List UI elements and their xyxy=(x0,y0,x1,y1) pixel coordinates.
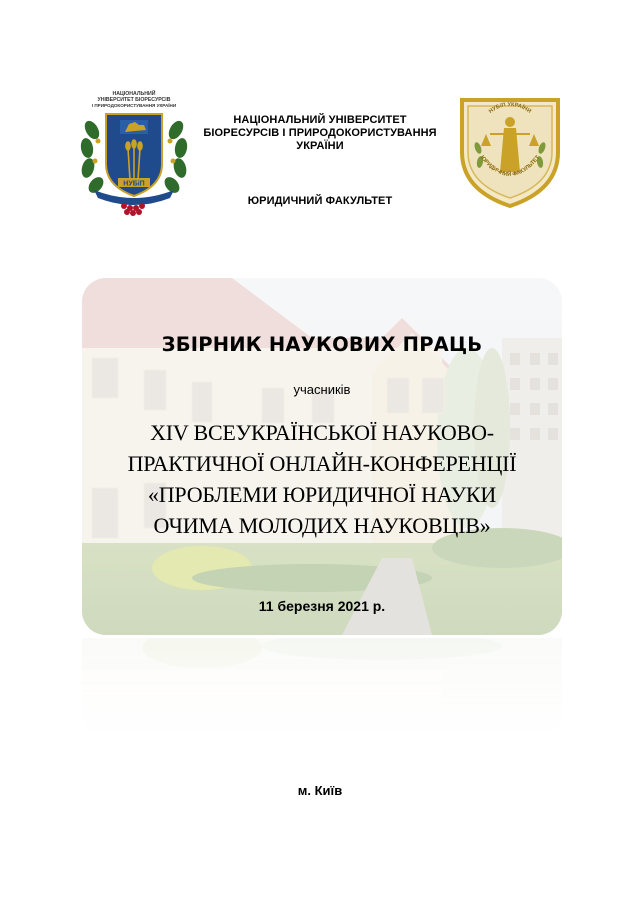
conference-title-line-2: ПРАКТИЧНОЇ ОНЛАЙН-КОНФЕРЕНЦІЇ xyxy=(127,451,517,476)
university-name-line-3: УКРАЇНИ xyxy=(296,140,344,152)
conference-title-line-4: ОЧИМА МОЛОДИХ НАУКОВЦІВ» xyxy=(153,513,491,538)
university-name-line-1: НАЦІОНАЛЬНИЙ УНІВЕРСИТЕТ xyxy=(233,114,407,126)
conference-title-line-1: XIV ВСЕУКРАЇНСЬКОЇ НАУКОВО- xyxy=(150,420,494,445)
logo-caption-3: І ПРИРОДОКОРИСТУВАННЯ УКРАЇНИ xyxy=(91,103,177,108)
publication-city: м. Київ xyxy=(297,783,343,798)
participants-subtitle: учасників xyxy=(293,382,351,397)
photo-reflection xyxy=(82,638,562,738)
conference-date: 11 березня 2021 р. xyxy=(258,598,386,614)
conference-title-line-3: «ПРОБЛЕМИ ЮРИДИЧНОЇ НАУКИ xyxy=(147,482,497,507)
university-coat-of-arms-logo xyxy=(78,86,190,218)
emblem-ring-text-top: НУБіП УКРАЇНИ xyxy=(488,101,532,115)
coat-of-arms-icon xyxy=(78,86,190,218)
faculty-name: ЮРИДИЧНИЙ ФАКУЛЬТЕТ xyxy=(247,195,393,207)
logo-caption-1: НАЦІОНАЛЬНИЙ xyxy=(112,91,156,97)
collection-title: ЗБІРНИК НАУКОВИХ ПРАЦЬ xyxy=(161,333,483,356)
themis-emblem-icon xyxy=(456,94,564,210)
law-faculty-emblem-logo xyxy=(456,94,564,210)
university-name-line-2: БІОРЕСУРСІВ І ПРИРОДОКОРИСТУВАННЯ xyxy=(203,127,437,139)
emblem-ring-text-bottom: ЮРИДИЧНИЙ ФАКУЛЬТЕТ xyxy=(478,154,542,179)
logo-badge-text: НУБіП xyxy=(123,180,145,188)
logo-caption-2: УНІВЕРСИТЕТ БІОРЕСУРСІВ xyxy=(97,97,171,103)
